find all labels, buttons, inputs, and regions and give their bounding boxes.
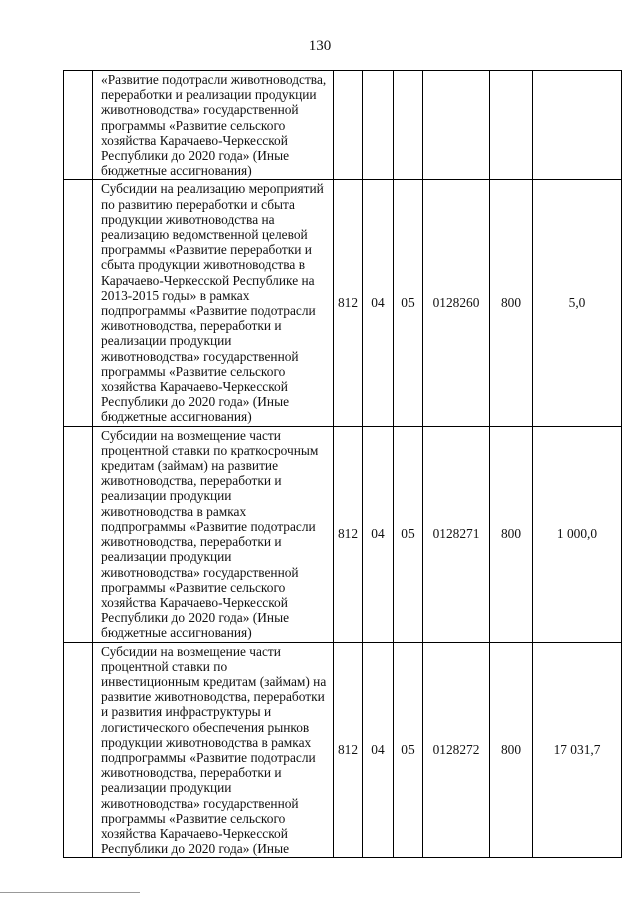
amount: [533, 71, 622, 180]
subsection-code: [394, 71, 423, 180]
row-description: «Развитие подотрасли животноводства, переработки и реализации продукции животноводства» государственной программы «Развитие сельского хозяйства Карачаево-Черкесской Республики до 2020 года» (Иные бюджетные ассигнования): [101, 72, 327, 179]
expense-type-code: 800: [490, 180, 533, 426]
amount: 1 000,0: [533, 426, 622, 642]
ministry-code: 812: [334, 642, 363, 858]
description-cell: [93, 426, 334, 642]
description-cell: [93, 642, 334, 858]
row-index-cell: [64, 71, 93, 180]
ministry-code: 812: [334, 180, 363, 426]
description-cell: [93, 71, 334, 180]
row-description: Субсидии на возмещение части процентной ставки по инвестиционным кредитам (займам) на развитие животноводства, переработки и развития инфраструктуры и логистического обеспечения рынков продукции животноводства в рамках подпрограммы «Развитие подотрасли животноводства, переработки и реализации продукции животноводства» государственной программы «Развитие сельского хозяйства Карачаево-Черкесской Республики до 2020 года» (Иные: [101, 643, 327, 857]
table-row: [64, 642, 622, 858]
row-index-cell: [64, 642, 93, 858]
subsection-code: 05: [394, 426, 423, 642]
amount: 5,0: [533, 180, 622, 426]
section-code: [363, 71, 394, 180]
target-article-code: 0128260: [423, 180, 490, 426]
amount: 17 031,7: [533, 642, 622, 858]
target-article-code: [423, 71, 490, 180]
section-code: 04: [363, 642, 394, 858]
row-description: Субсидии на возмещение части процентной ставки по краткосрочным кредитам (займам) на развитие животноводства, переработки и реализации продукции животноводства в рамках подпрограммы «Развитие подотрасли животноводства, переработки и реализации продукции животноводства» государственной программы «Развитие сельского хозяйства Карачаево-Черкесской Республики до 2020 года» (Иные бюджетные ассигнования): [101, 427, 319, 641]
expense-type-code: 800: [490, 426, 533, 642]
table-row: [64, 71, 622, 180]
footnote-rule: [0, 892, 140, 893]
row-index-cell: [64, 426, 93, 642]
row-index-cell: [64, 180, 93, 426]
expense-type-code: [490, 71, 533, 180]
budget-table: [63, 70, 622, 858]
target-article-code: 0128272: [423, 642, 490, 858]
page-number: 130: [308, 38, 332, 54]
section-code: 04: [363, 180, 394, 426]
table-row: [64, 426, 622, 642]
ministry-code: [334, 71, 363, 180]
subsection-code: 05: [394, 180, 423, 426]
table-row: [64, 180, 622, 426]
target-article-code: 0128271: [423, 426, 490, 642]
section-code: 04: [363, 426, 394, 642]
row-description: Субсидии на реализацию мероприятий по развитию переработки и сбыта продукции животноводства на реализацию ведомственной целевой программы «Развитие переработки и сбыта продукции животноводства в Карачаево-Черкесской Республике на 2013-2015 годы» в рамках подпрограммы «Развитие подотрасли животноводства, переработки и реализации продукции животноводства» государственной программы «Развитие сельского хозяйства Карачаево-Черкесской Республики до 2020 года» (Иные бюджетные ассигнования): [101, 181, 324, 425]
subsection-code: 05: [394, 642, 423, 858]
ministry-code: 812: [334, 426, 363, 642]
expense-type-code: 800: [490, 642, 533, 858]
description-cell: [93, 180, 334, 426]
